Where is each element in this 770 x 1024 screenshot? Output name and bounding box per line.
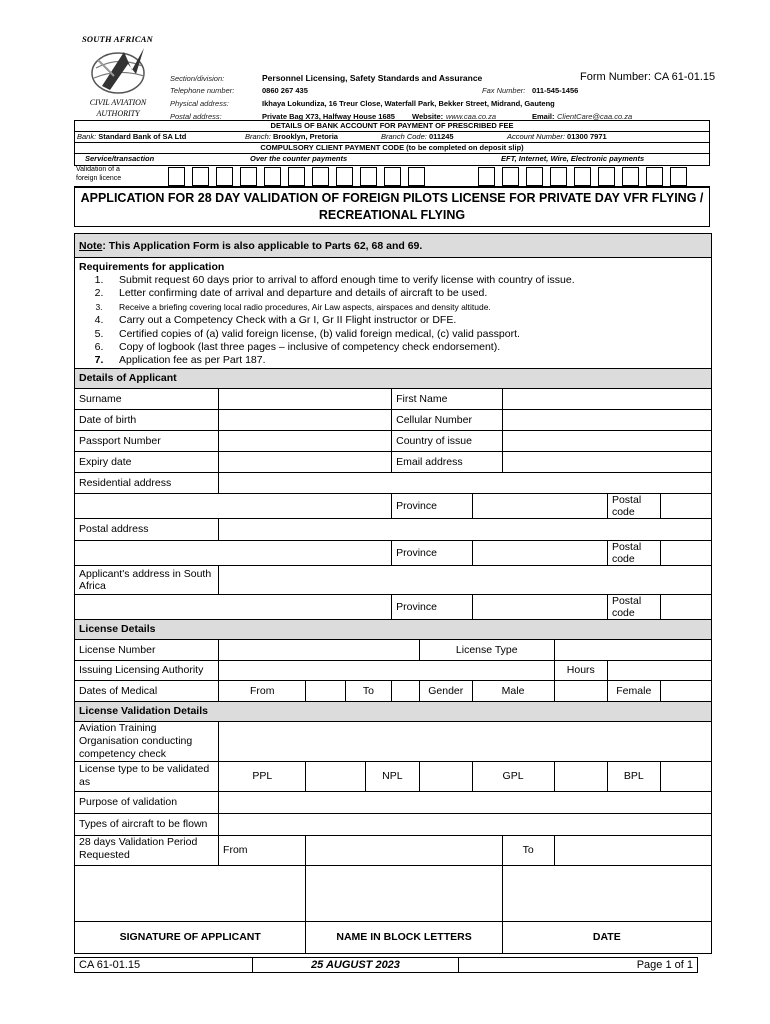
branch-value: Brooklyn, Pretoria (272, 132, 338, 141)
requirement-text: Receive a briefing covering local radio procedures, Air Law aspects, airspaces and density altitude. (119, 301, 491, 312)
counter-label: Over the counter payments (250, 154, 348, 163)
fax-label: Fax Number: (482, 86, 526, 95)
payment-code-box[interactable] (192, 167, 209, 186)
email-address-input[interactable] (502, 451, 711, 472)
footer-code: CA 61-01.15 (75, 958, 253, 972)
province-input-3[interactable] (472, 594, 607, 619)
caa-logo-icon (84, 46, 156, 96)
website-label: Website: (412, 112, 444, 121)
name-block-input[interactable] (306, 865, 502, 921)
account-value: 01300 7971 (567, 132, 607, 141)
requirement-text: Copy of logbook (last three pages – inclusive of competency check endorsement). (119, 341, 501, 354)
requirement-number: 3. (95, 301, 103, 312)
service-label: Service/transaction (85, 154, 155, 163)
payment-code-box[interactable] (288, 167, 305, 186)
license-heading: License Details (75, 619, 712, 639)
surname-label: Surname (75, 388, 219, 409)
medical-from-input[interactable] (306, 680, 345, 701)
bank-heading: DETAILS OF BANK ACCOUNT FOR PAYMENT OF PRESCRIBED FEE (75, 121, 709, 132)
authority-label: Issuing Licensing Authority (75, 660, 219, 680)
purpose-label: Purpose of validation (75, 791, 219, 813)
payment-code-box[interactable] (168, 167, 185, 186)
account-label: Account Number: (507, 132, 565, 141)
section-value: Personnel Licensing, Safety Standards and Assurance (262, 73, 483, 83)
logo-top-text: SOUTH AFRICAN (82, 34, 154, 44)
gpl-label: GPL (472, 761, 554, 791)
medical-to-input[interactable] (392, 680, 420, 701)
bpl-label: BPL (607, 761, 660, 791)
ppl-checkbox[interactable] (306, 761, 365, 791)
sa-address-input[interactable] (219, 565, 712, 594)
license-validate-label: License type to be validated as (75, 761, 219, 791)
bpl-checkbox[interactable] (660, 761, 711, 791)
requirement-item (79, 341, 707, 354)
payment-code-box[interactable] (526, 167, 543, 186)
npl-label: NPL (365, 761, 419, 791)
requirement-item (79, 354, 707, 367)
ppl-label: PPL (219, 761, 306, 791)
postal-code-label-2: Postal code (607, 540, 660, 565)
tel-label: Telephone number: (170, 86, 235, 95)
signature-label: SIGNATURE OF APPLICANT (75, 921, 306, 953)
passport-label: Passport Number (75, 430, 219, 451)
form-title: APPLICATION FOR 28 DAY VALIDATION OF FOREIGN PILOTS LICENSE FOR PRIVATE DAY VFR FLYING / RECREATIONAL FLYING (74, 187, 710, 227)
payment-code-box[interactable] (598, 167, 615, 186)
requirement-text: Letter confirming date of arrival and departure and details of aircraft to be used. (119, 287, 488, 300)
requirement-number: 2. (94, 287, 104, 300)
npl-checkbox[interactable] (419, 761, 472, 791)
requirements-block (75, 258, 712, 369)
passport-input[interactable] (219, 430, 392, 451)
code-value: 011245 (428, 132, 454, 141)
province-input-2[interactable] (472, 540, 607, 565)
aircraft-input[interactable] (219, 813, 712, 835)
requirement-number: 6. (94, 341, 104, 354)
section-label: Section/division: (170, 74, 225, 83)
applicant-heading: Details of Applicant (75, 368, 712, 388)
eft-label: EFT, Internet, Wire, Electronic payments (501, 154, 645, 163)
medical-from-label: From (219, 680, 306, 701)
bank-details (74, 120, 710, 166)
requirement-number: 5. (94, 327, 104, 340)
residential-label: Residential address (75, 472, 219, 493)
dob-label: Date of birth (75, 409, 219, 430)
dob-input[interactable] (219, 409, 392, 430)
first-name-input[interactable] (502, 388, 711, 409)
payment-code-box[interactable] (574, 167, 591, 186)
surname-input[interactable] (219, 388, 392, 409)
payment-code-box[interactable] (360, 167, 377, 186)
female-label: Female (607, 680, 660, 701)
male-checkbox[interactable] (554, 680, 607, 701)
footer (74, 957, 698, 973)
requirements-heading: Requirements for application (79, 261, 225, 273)
email-address-label: Email address (392, 451, 503, 472)
requirement-item (79, 274, 707, 287)
physical-value: Ikhaya Lokundiza, 16 Treur Close, Waterfall Park, Bekker Street, Midrand, Gauteng (262, 99, 555, 108)
payment-code-boxes (74, 163, 710, 187)
authority-input[interactable] (219, 660, 555, 680)
aircraft-label: Types of aircraft to be flown (75, 813, 219, 835)
validation-label: Validation of a foreign licence (76, 166, 122, 182)
requirement-text: Application fee as per Part 187. (119, 354, 266, 367)
gender-label: Gender (419, 680, 472, 701)
postal-code-input[interactable] (660, 493, 711, 518)
branch-label: Branch: (245, 132, 271, 141)
code-label: Branch Code: (381, 132, 427, 141)
gpl-checkbox[interactable] (554, 761, 607, 791)
province-label-3: Province (392, 594, 472, 619)
female-checkbox[interactable] (660, 680, 711, 701)
period-label: 28 days Validation Period Requested (75, 835, 219, 865)
ato-label: Aviation Training Organisation conducting competency check (75, 721, 219, 761)
payment-code-box[interactable] (312, 167, 329, 186)
license-number-label: License Number (75, 639, 219, 660)
footer-page: Page 1 of 1 (636, 959, 693, 971)
requirement-item (79, 301, 707, 314)
requirement-text: Certified copies of (a) valid foreign license, (b) valid foreign medical, (c) valid passport. (119, 327, 520, 340)
email-label: Email: (532, 112, 555, 121)
payment-code-box[interactable] (502, 167, 519, 186)
cell-input[interactable] (502, 409, 711, 430)
postal-code-label: Postal code (607, 493, 660, 518)
requirement-text: Carry out a Competency Check with a Gr I, Gr II Flight instructor or DFE. (119, 314, 457, 327)
residential-input[interactable] (219, 472, 712, 493)
logo-line-1: CIVIL AVIATION (89, 98, 147, 107)
postal-address-input-2[interactable] (75, 540, 392, 565)
logo-bottom-text (76, 97, 160, 119)
postal-value: Private Bag X73, Halfway House 1685 (262, 112, 395, 121)
postal-address-input[interactable] (219, 518, 712, 540)
payment-code-box[interactable] (264, 167, 281, 186)
fax-value: 011-545-1456 (532, 86, 579, 95)
payment-code-box[interactable] (216, 167, 233, 186)
bank-label: Bank: (77, 132, 97, 141)
client-code: COMPULSORY CLIENT PAYMENT CODE (to be completed on deposit slip) (75, 143, 709, 154)
sa-address-label: Applicant's address in South Africa (75, 565, 219, 594)
medical-to-label: To (345, 680, 391, 701)
postal-code-input-2[interactable] (660, 540, 711, 565)
province-label-2: Province (392, 540, 472, 565)
payment-code-box[interactable] (408, 167, 425, 186)
license-type-input[interactable] (554, 639, 711, 660)
country-input[interactable] (502, 430, 711, 451)
province-label: Province (392, 493, 472, 518)
requirement-number: 1. (94, 274, 104, 286)
payment-code-box[interactable] (336, 167, 353, 186)
medical-label: Dates of Medical (75, 680, 219, 701)
expiry-label: Expiry date (75, 451, 219, 472)
country-label: Country of issue (392, 430, 503, 451)
payment-code-box[interactable] (384, 167, 401, 186)
application-form (74, 233, 712, 954)
period-to-label: To (502, 835, 554, 865)
province-input[interactable] (472, 493, 607, 518)
payment-code-box[interactable] (240, 167, 257, 186)
license-number-input[interactable] (219, 639, 420, 660)
male-label: Male (472, 680, 554, 701)
name-block-label: NAME IN BLOCK LETTERS (306, 921, 502, 953)
sa-address-input-2[interactable] (75, 594, 392, 619)
form-number: Form Number: CA 61-01.15 (580, 71, 716, 83)
requirement-text: Submit request 60 days prior to arrival to afford enough time to verify license with country of issue. (119, 274, 575, 286)
payment-code-box[interactable] (478, 167, 495, 186)
cell-label: Cellular Number (392, 409, 503, 430)
payment-code-box[interactable] (646, 167, 663, 186)
tel-value: 0860 267 435 (262, 86, 308, 95)
requirement-number: 7. (94, 354, 104, 367)
payment-code-box[interactable] (622, 167, 639, 186)
date-input[interactable] (502, 865, 711, 921)
footer-date: 25 AUGUST 2023 (253, 958, 459, 972)
payment-code-box[interactable] (670, 167, 687, 186)
email-link[interactable]: ClientCare@caa.co.za (557, 112, 633, 121)
postal-code-input-3[interactable] (660, 594, 711, 619)
period-from-label: From (219, 835, 306, 865)
requirements-list (79, 274, 707, 368)
payment-code-box[interactable] (550, 167, 567, 186)
postal-label: Postal address: (170, 112, 222, 121)
date-label: DATE (502, 921, 711, 953)
residential-input-2[interactable] (75, 493, 392, 518)
first-name-label: First Name (392, 388, 503, 409)
period-to-input[interactable] (554, 835, 711, 865)
physical-label: Physical address: (170, 99, 229, 108)
purpose-input[interactable] (219, 791, 712, 813)
validation-heading: License Validation Details (75, 701, 712, 721)
bank-value: Standard Bank of SA Ltd (98, 132, 187, 141)
website-link[interactable]: www.caa.co.za (446, 112, 497, 121)
requirement-number: 4. (94, 314, 104, 327)
note-text: : This Application Form is also applicable to Parts 62, 68 and 69. (102, 239, 423, 252)
requirement-item (79, 314, 707, 327)
ato-input[interactable] (219, 721, 712, 761)
postal-address-label: Postal address (75, 518, 219, 540)
signature-input[interactable] (75, 865, 306, 921)
period-from-input[interactable] (306, 835, 502, 865)
logo-line-2: AUTHORITY (96, 109, 140, 118)
expiry-input[interactable] (219, 451, 392, 472)
note-row (75, 234, 712, 258)
hours-label: Hours (554, 660, 607, 680)
hours-input[interactable] (607, 660, 711, 680)
requirement-item (79, 287, 707, 300)
postal-code-label-3: Postal code (607, 594, 660, 619)
note-prefix: Note (79, 239, 103, 252)
license-type-label: License Type (419, 639, 554, 660)
requirement-item (79, 328, 707, 341)
